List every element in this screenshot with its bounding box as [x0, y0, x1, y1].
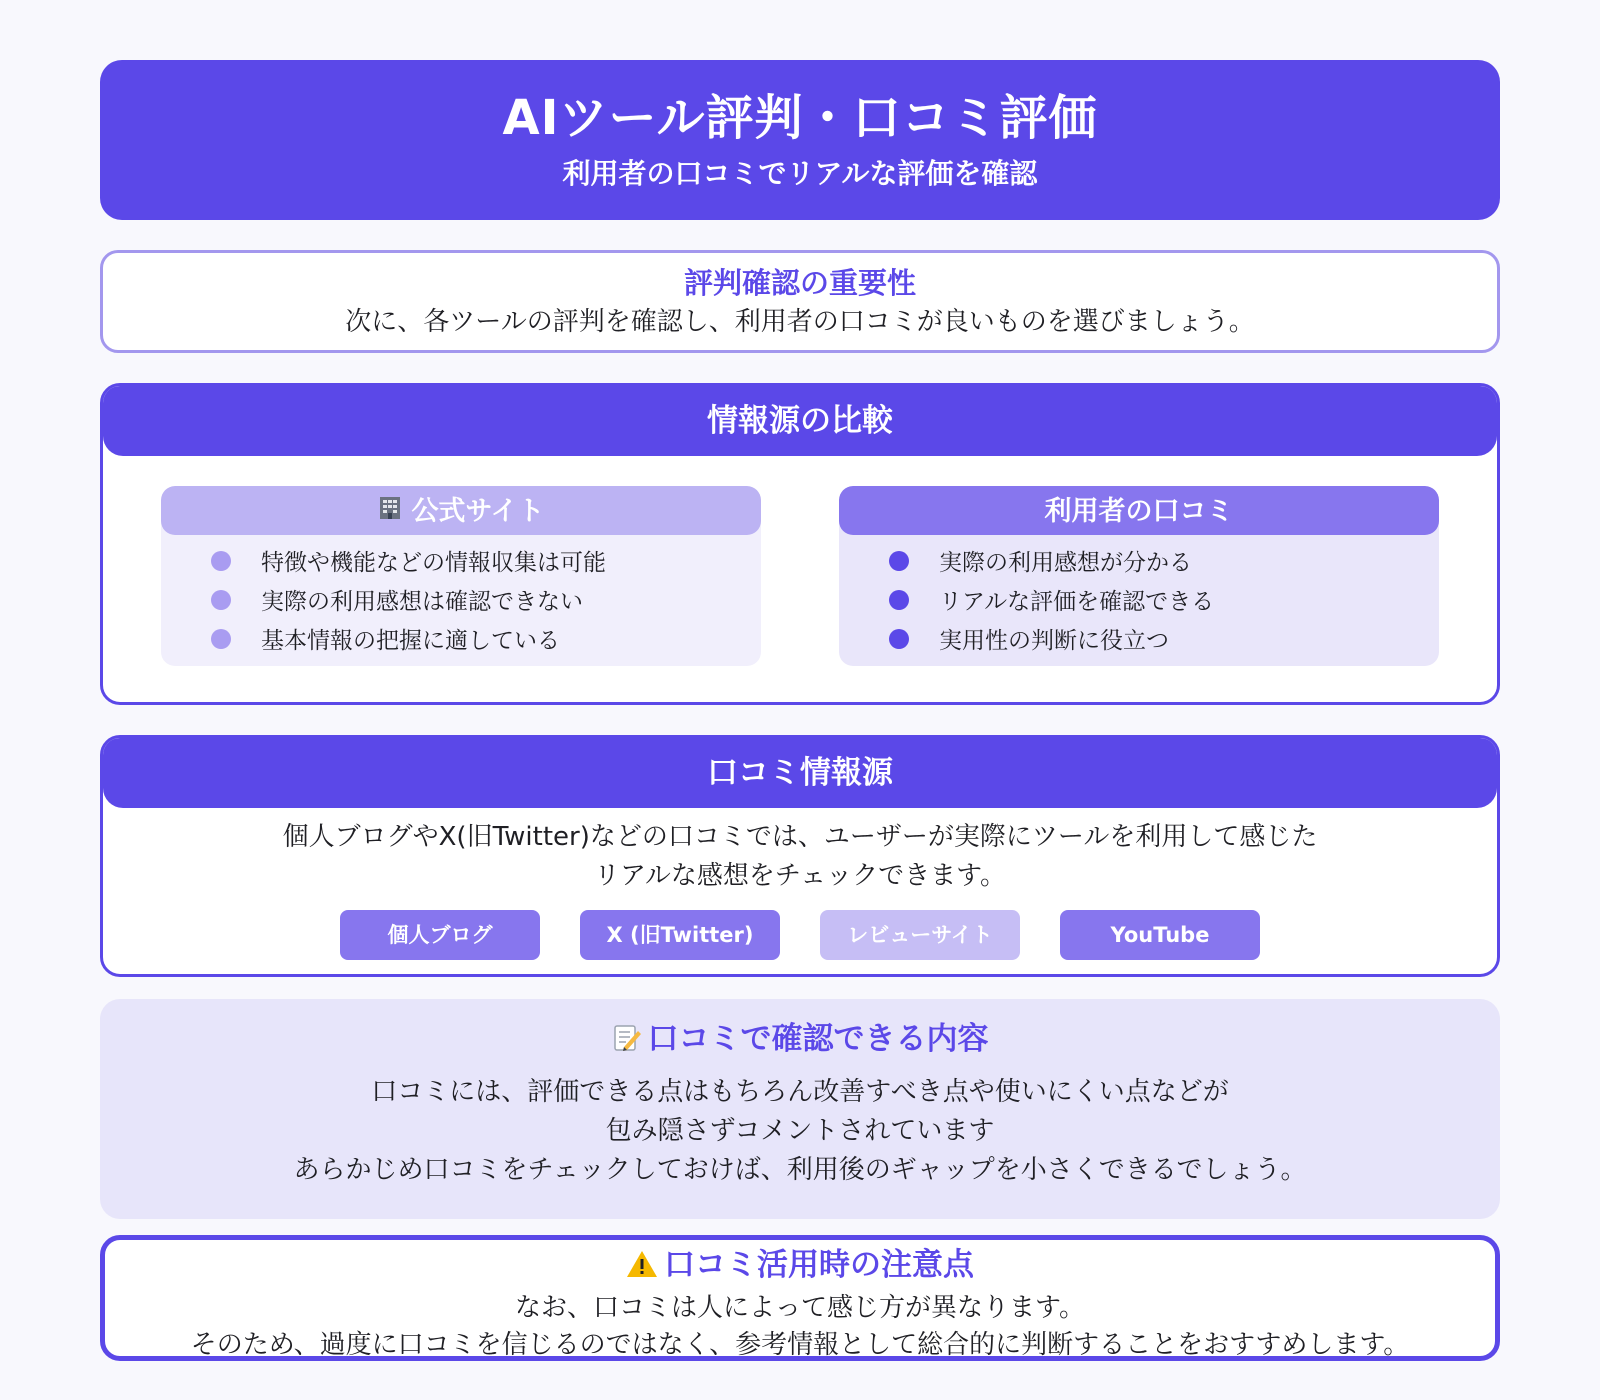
list-item: 基本情報の把握に適している	[211, 619, 761, 658]
comparison-section	[100, 383, 1500, 705]
official-site-header	[161, 486, 761, 535]
building-icon	[377, 487, 403, 539]
bullet-icon	[211, 629, 231, 649]
review-contents-text: 口コミには、評価できる点はもちろん改善すべき点や使いにくい点などが 包み隠さずコメントされています あらかじめ口コミをチェックしておけば、利用後のギャップを小さくできるでしょう。	[293, 1077, 1307, 1185]
caution-line-1: なお、口コミは人によって感じ方が異なります。	[515, 1293, 1085, 1323]
list-item: リアルな評価を確認できる	[889, 580, 1439, 619]
caution-box	[100, 1235, 1500, 1361]
comparison-title: 情報源の比較	[103, 386, 1497, 456]
memo-icon	[612, 1021, 642, 1065]
bullet-icon	[211, 590, 231, 610]
importance-box	[100, 250, 1500, 353]
page-subtitle: 利用者の口コミでリアルな評価を確認	[562, 157, 1038, 190]
page-header	[100, 60, 1500, 220]
page	[100, 60, 1500, 1361]
user-reviews-header: 利用者の口コミ	[839, 486, 1439, 535]
warning-icon	[626, 1248, 658, 1290]
bullet-icon	[211, 551, 231, 571]
importance-text: 次に、各ツールの評判を確認し、利用者の口コミが良いものを選びましょう。	[345, 307, 1255, 337]
bullet-icon	[889, 590, 909, 610]
review-contents-title: 口コミで確認できる内容	[100, 1017, 1500, 1065]
review-sources-text: 個人ブログやX(旧Twitter)などの口コミでは、ユーザーが実際にツールを利用して感じた リアルな感想をチェックできます。	[282, 822, 1318, 891]
review-contents-box	[100, 999, 1500, 1219]
official-site-label: 公式サイト	[411, 496, 545, 527]
list-item: 特徴や機能などの情報収集は可能	[211, 541, 761, 580]
user-reviews-card	[839, 486, 1439, 666]
list-item: 実際の利用感想が分かる	[889, 541, 1439, 580]
official-site-card	[161, 486, 761, 666]
importance-title: 評判確認の重要性	[683, 266, 916, 300]
caution-title: 口コミ活用時の注意点	[105, 1244, 1495, 1290]
caution-line-2: そのため、過度に口コミを信じるのではなく、参考情報として総合的に判断することをおすすめします。	[190, 1330, 1410, 1360]
list-item: 実用性の判断に役立つ	[889, 619, 1439, 658]
review-sources-title: 口コミ情報源	[103, 738, 1497, 808]
page-title: AIツール評判・口コミ評価	[502, 90, 1098, 146]
bullet-icon	[889, 551, 909, 571]
tag-personal-blog: 個人ブログ	[340, 910, 540, 960]
tag-x-twitter: X (旧Twitter)	[580, 910, 780, 960]
list-item: 実際の利用感想は確認できない	[211, 580, 761, 619]
tag-review-site: レビューサイト	[820, 910, 1020, 960]
tag-youtube: YouTube	[1060, 910, 1260, 960]
review-sources-section	[100, 735, 1500, 977]
bullet-icon	[889, 629, 909, 649]
